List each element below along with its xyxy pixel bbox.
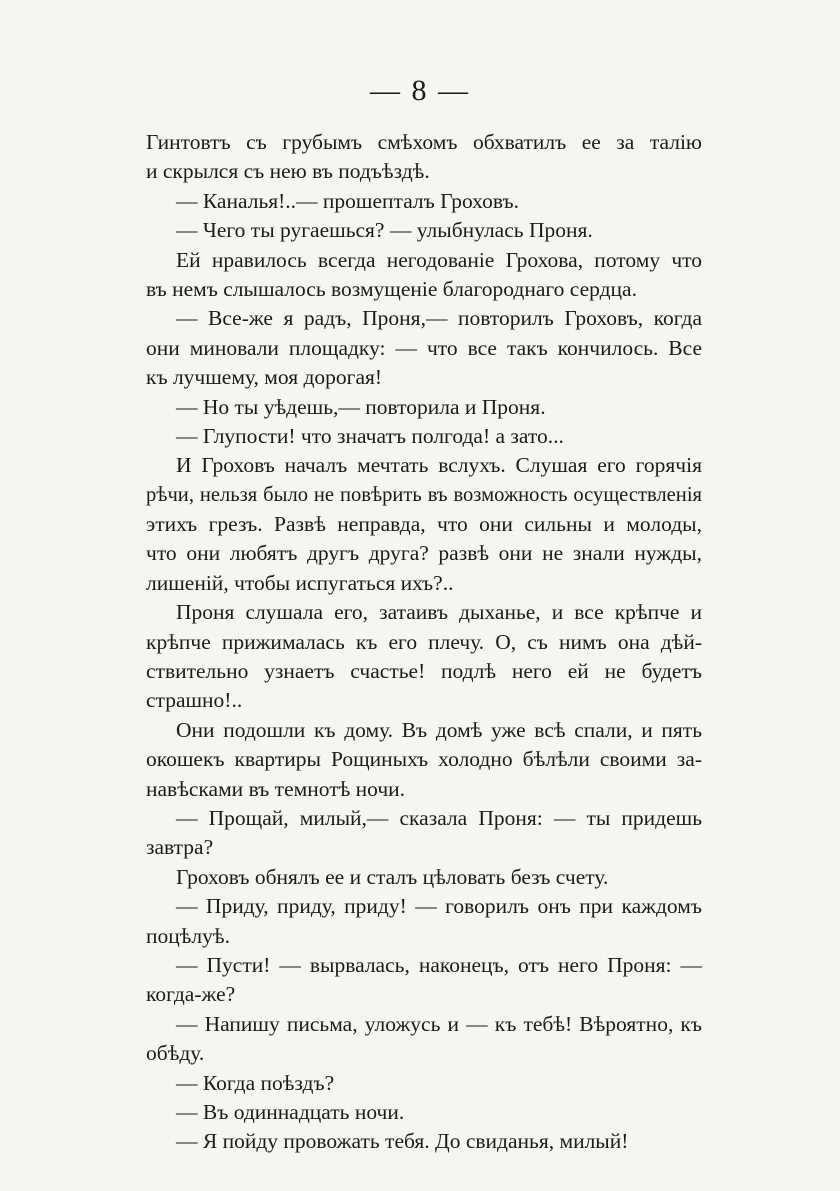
text-line: въ немъ слышалось возмущеніе благороднаго сердца. [146,276,637,301]
text-line: этихъ грезъ. Развѣ неправда, что они сильны и молоды, [146,512,702,537]
text-line: — Глупости! что значатъ полгода! а зато... [176,423,564,448]
text-line: и скрылся съ нею въ подъѣздѣ. [146,159,430,184]
text-line: — Каналья!..— прошепталъ Гроховъ. [176,188,519,213]
text-line: лишеній, чтобы испугаться ихъ?.. [146,570,454,595]
text-line: когда-же? [146,982,236,1007]
text-line: — Но ты уѣдешь,— повторила и Проня. [176,394,546,419]
text-line: къ лучшему, моя дорогая! [146,365,383,390]
text-line: окошекъ квартиры Рощиныхъ холодно бѣлѣли своими за- [146,747,702,772]
text-line: рѣчи, нельзя было не повѣрить въ возможность осуществленія [146,483,702,506]
text-line: — Напишу письма, уложусь и — къ тебѣ! Вѣроятно, къ [176,1011,702,1036]
text-line: — Когда поѣздъ? [176,1070,335,1095]
text-line: — Въ одиннадцать ночи. [176,1099,405,1124]
text-line: — Прощай, милый,— сказала Проня: — ты придешь [176,805,702,830]
text-line: они миновали площадку: — что все такъ кончилось. Все [146,335,702,360]
text-line: Ей нравилось всегда негодованіе Грохова, потому что [176,247,702,272]
text-line: поцѣлуѣ. [146,923,230,948]
text-line: крѣпче прижималась къ его плечу. О, съ нимъ она дѣй- [146,629,702,654]
page-number: — 8 — [370,74,470,107]
body-text [146,128,702,1157]
text-line: завтра? [146,835,214,860]
text-line: страшно!.. [146,688,243,713]
text-line: Гинтовтъ съ грубымъ смѣхомъ обхватилъ ее за талію [146,130,702,154]
text-line: Проня слушала его, затаивъ дыханье, и все крѣпче и [176,600,702,625]
text-line: И Гроховъ началъ мечтать вслухъ. Слушая его горячія [176,453,702,478]
text-line: Гроховъ обнялъ ее и сталъ цѣловать безъ счету. [176,864,609,889]
text-line: — Чего ты ругаешься? — улыбнулась Проня. [176,218,593,243]
text-line: — Я пойду провожать тебя. До свиданья, милый! [176,1129,629,1154]
text-line: что они любятъ другъ друга? развѣ они не знали нужды, [146,541,702,566]
text-line: навѣсками въ темнотѣ ночи. [146,776,406,801]
text-line: обѣду. [146,1041,205,1066]
text-line: — Пусти! — вырвалась, наконецъ, отъ него Проня: — [176,952,702,977]
text-line: — Все-же я радъ, Проня,— повторилъ Гроховъ, когда [176,306,702,331]
text-line: ствительно узнаетъ счастье! подлѣ него ей не будетъ [146,659,702,684]
text-line: Они подошли къ дому. Въ домѣ уже всѣ спали, и пять [176,717,702,742]
text-line: — Приду, приду, приду! — говорилъ онъ при каждомъ [176,894,702,919]
